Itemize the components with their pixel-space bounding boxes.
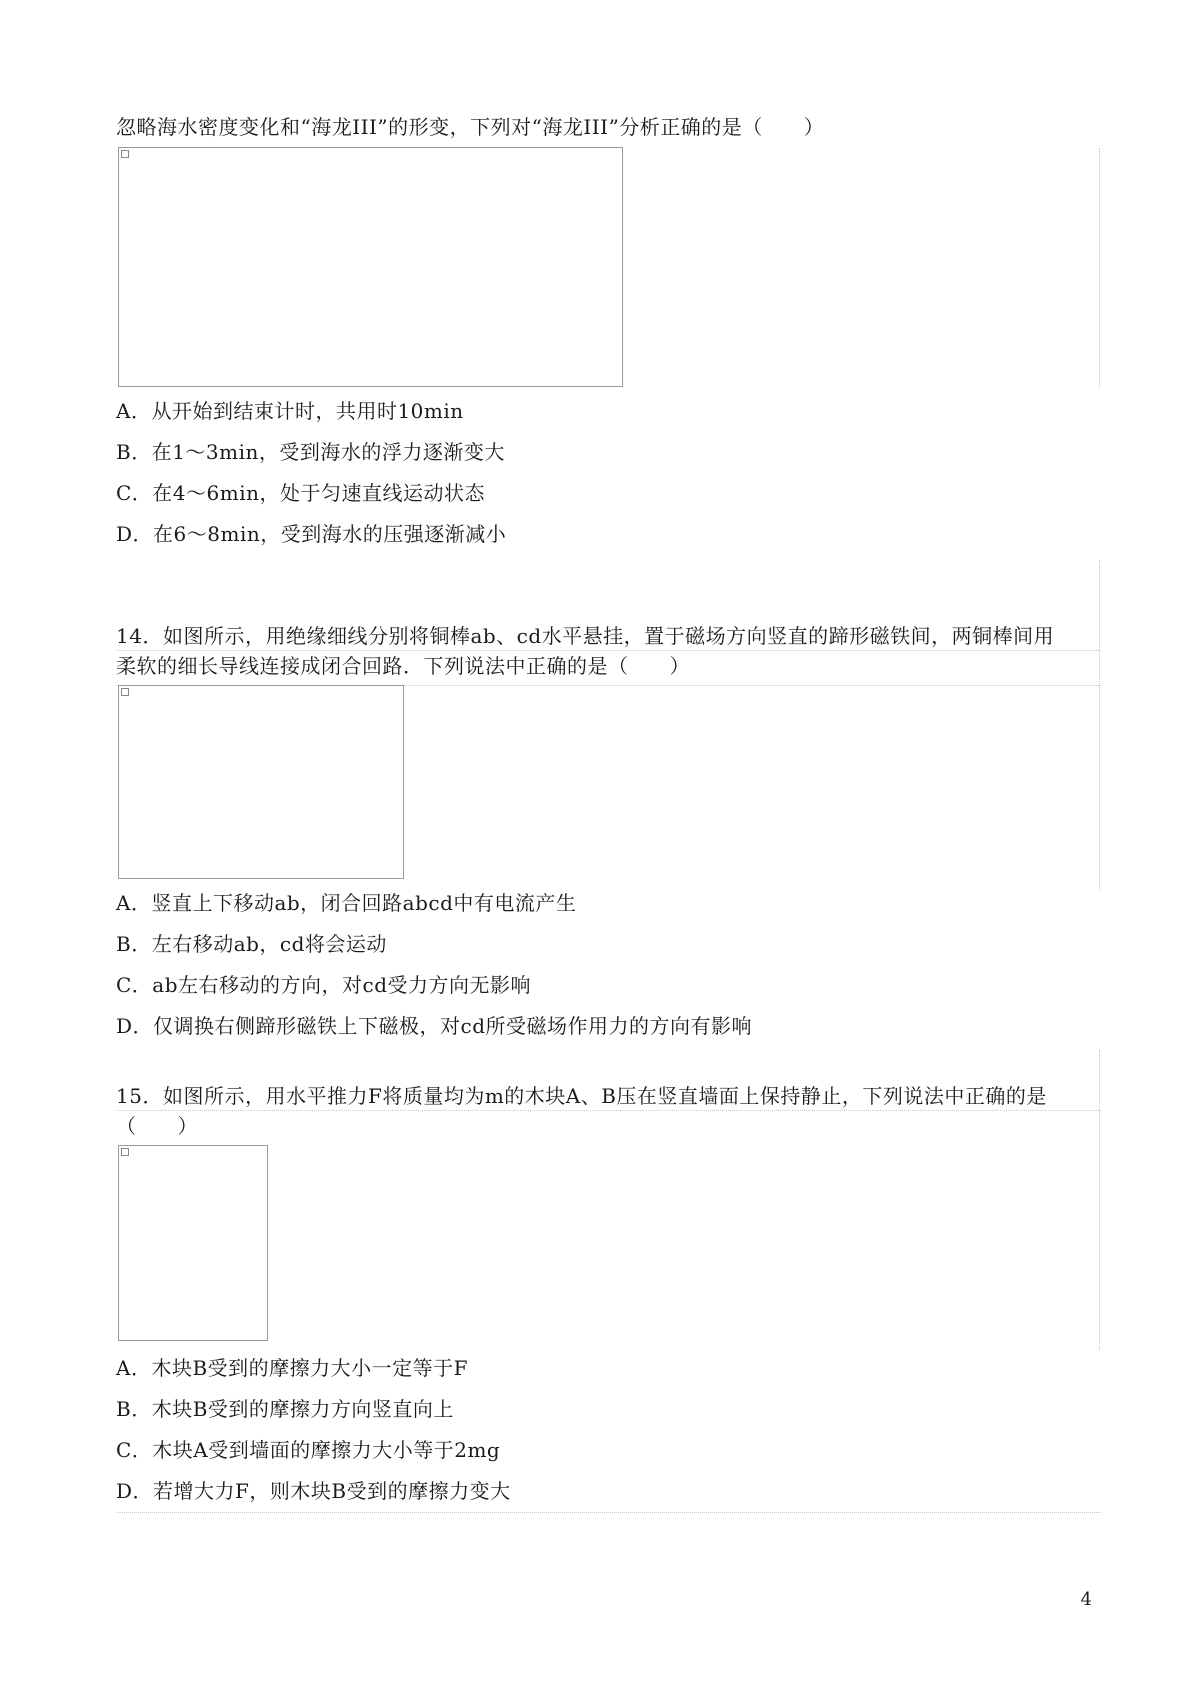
section-divider (1099, 148, 1100, 388)
q13-stem: 忽略海水密度变化和“海龙III”的形变，下列对“海龙III”分析正确的是（ ） (116, 115, 825, 139)
q14-option-a: A．竖直上下移动ab，闭合回路abcd中有电流产生 (116, 891, 577, 915)
broken-image-icon (121, 150, 129, 158)
q15-stem-line-2: （ ） (116, 1114, 198, 1138)
section-divider (116, 1512, 1101, 1513)
q14-stem-line-2: 柔软的细长导线连接成闭合回路．下列说法中正确的是（ ） (116, 654, 690, 678)
q13-option-a: A．从开始到结束计时，共用时10min (116, 399, 464, 423)
q13-figure (118, 147, 623, 387)
section-divider (1099, 1050, 1100, 1350)
q14-option-b: B．左右移动ab，cd将会运动 (116, 932, 387, 956)
q15-figure (118, 1145, 268, 1341)
q13-option-d: D．在6～8min，受到海水的压强逐渐减小 (116, 522, 507, 546)
broken-image-icon (121, 688, 129, 696)
q14-stem-line-1: 14．如图所示，用绝缘细线分别将铜棒ab、cd水平悬挂，置于磁场方向竖直的蹄形磁铁间，两铜棒间用 (116, 624, 1055, 648)
broken-image-icon (121, 1148, 129, 1156)
section-divider (116, 1110, 1101, 1111)
section-divider (1099, 560, 1100, 890)
q14-figure (118, 685, 404, 879)
q14-option-c: C．ab左右移动的方向，对cd受力方向无影响 (116, 973, 532, 997)
q15-option-d: D．若增大力F，则木块B受到的摩擦力变大 (116, 1479, 511, 1503)
section-divider (116, 650, 1101, 651)
q13-option-b: B．在1～3min，受到海水的浮力逐渐变大 (116, 440, 505, 464)
q15-option-c: C．木块A受到墙面的摩擦力大小等于2mg (116, 1438, 501, 1462)
page-number: 4 (1080, 1589, 1092, 1610)
q15-option-a: A．木块B受到的摩擦力大小一定等于F (116, 1356, 469, 1380)
q13-option-c: C．在4～6min，处于匀速直线运动状态 (116, 481, 485, 505)
q14-option-d: D．仅调换右侧蹄形磁铁上下磁极，对cd所受磁场作用力的方向有影响 (116, 1014, 753, 1038)
q15-option-b: B．木块B受到的摩擦力方向竖直向上 (116, 1397, 454, 1421)
q15-stem-line-1: 15．如图所示，用水平推力F将质量均为m的木块A、B压在竖直墙面上保持静止，下列说法中正确的是 (116, 1084, 1047, 1108)
